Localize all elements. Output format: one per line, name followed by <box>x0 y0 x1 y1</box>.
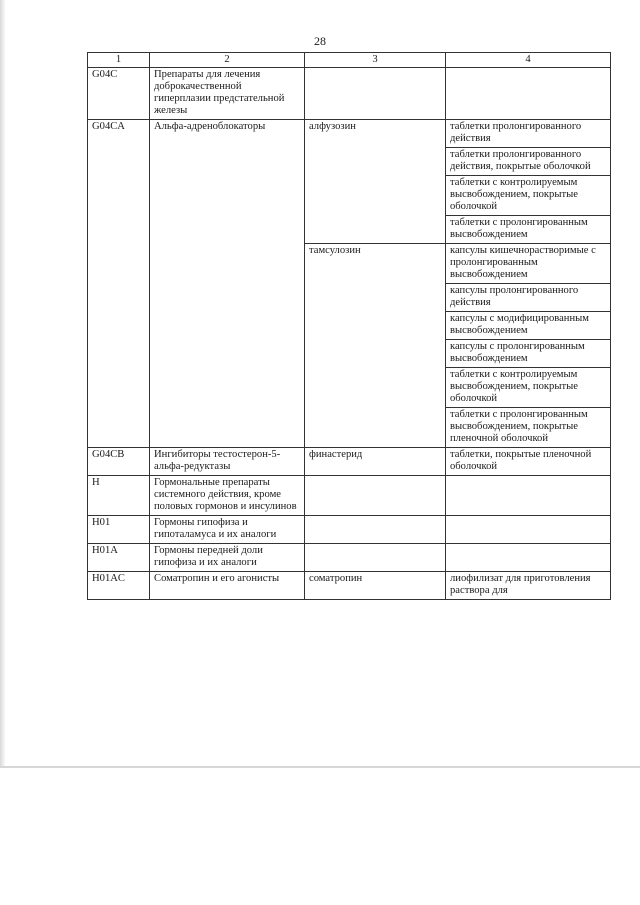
group-name-cell: Альфа-адреноблокаторы <box>150 120 305 448</box>
atc-code-cell: G04CB <box>88 448 150 476</box>
dosage-form-cell <box>446 516 611 544</box>
dosage-form-cell: таблетки, покрытые пленочной оболочкой <box>446 448 611 476</box>
table-row <box>88 448 611 476</box>
column-header: 1 <box>88 53 150 68</box>
atc-code-cell: H01A <box>88 544 150 572</box>
dosage-form-cell: лиофилизат для приготовления раствора для <box>446 572 611 600</box>
substance-cell: алфузозин <box>305 120 446 244</box>
group-name-cell: Препараты для лечения доброкачественной гиперплазии предстательной железы <box>150 68 305 120</box>
substance-cell <box>305 516 446 544</box>
group-name-cell: Гормоны передней доли гипофиза и их аналоги <box>150 544 305 572</box>
table-row <box>88 544 611 572</box>
dosage-form-cell <box>446 476 611 516</box>
atc-code-cell: H01 <box>88 516 150 544</box>
substance-cell: тамсулозин <box>305 244 446 448</box>
group-name-cell: Ингибиторы тестостерон-5-альфа-редуктазы <box>150 448 305 476</box>
substance-cell <box>305 544 446 572</box>
substance-cell <box>305 68 446 120</box>
dosage-form-cell: таблетки с пролонгированным высвобождением <box>446 216 611 244</box>
table-row <box>88 120 611 148</box>
atc-code-cell: G04C <box>88 68 150 120</box>
dosage-form-cell <box>446 544 611 572</box>
table-row <box>88 516 611 544</box>
page-number: 28 <box>314 34 326 48</box>
atc-code-cell: G04CA <box>88 120 150 448</box>
table-row <box>88 572 611 600</box>
dosage-form-cell: капсулы пролонгированного действия <box>446 284 611 312</box>
table-body <box>88 68 611 600</box>
table-row <box>88 68 611 120</box>
column-header: 3 <box>305 53 446 68</box>
dosage-form-cell: таблетки с контролируемым высвобождением, покрытые оболочкой <box>446 176 611 216</box>
substance-cell: финастерид <box>305 448 446 476</box>
atc-code-cell: H01AC <box>88 572 150 600</box>
dosage-form-cell: капсулы кишечнорастворимые с пролонгированным высвобождением <box>446 244 611 284</box>
group-name-cell: Соматропин и его агонисты <box>150 572 305 600</box>
column-header: 4 <box>446 53 611 68</box>
group-name-cell: Гормоны гипофиза и гипоталамуса и их аналоги <box>150 516 305 544</box>
page-bottom-edge <box>0 766 640 768</box>
substance-cell <box>305 476 446 516</box>
dosage-form-cell: капсулы с модифицированным высвобождением <box>446 312 611 340</box>
dosage-form-cell: капсулы с пролонгированным высвобождением <box>446 340 611 368</box>
column-header: 2 <box>150 53 305 68</box>
drug-classification-table <box>87 52 611 600</box>
table-header-row <box>88 53 611 68</box>
dosage-form-cell <box>446 68 611 120</box>
group-name-cell: Гормональные препараты системного действия, кроме половых гормонов и инсулинов <box>150 476 305 516</box>
substance-cell: соматропин <box>305 572 446 600</box>
atc-code-cell: H <box>88 476 150 516</box>
dosage-form-cell: таблетки пролонгированного действия, покрытые оболочкой <box>446 148 611 176</box>
dosage-form-cell: таблетки с контролируемым высвобождением, покрытые оболочкой <box>446 368 611 408</box>
dosage-form-cell: таблетки с пролонгированным высвобождением, покрытые пленочной оболочкой <box>446 408 611 448</box>
table-row <box>88 476 611 516</box>
dosage-form-cell: таблетки пролонгированного действия <box>446 120 611 148</box>
scan-shadow <box>0 0 6 768</box>
